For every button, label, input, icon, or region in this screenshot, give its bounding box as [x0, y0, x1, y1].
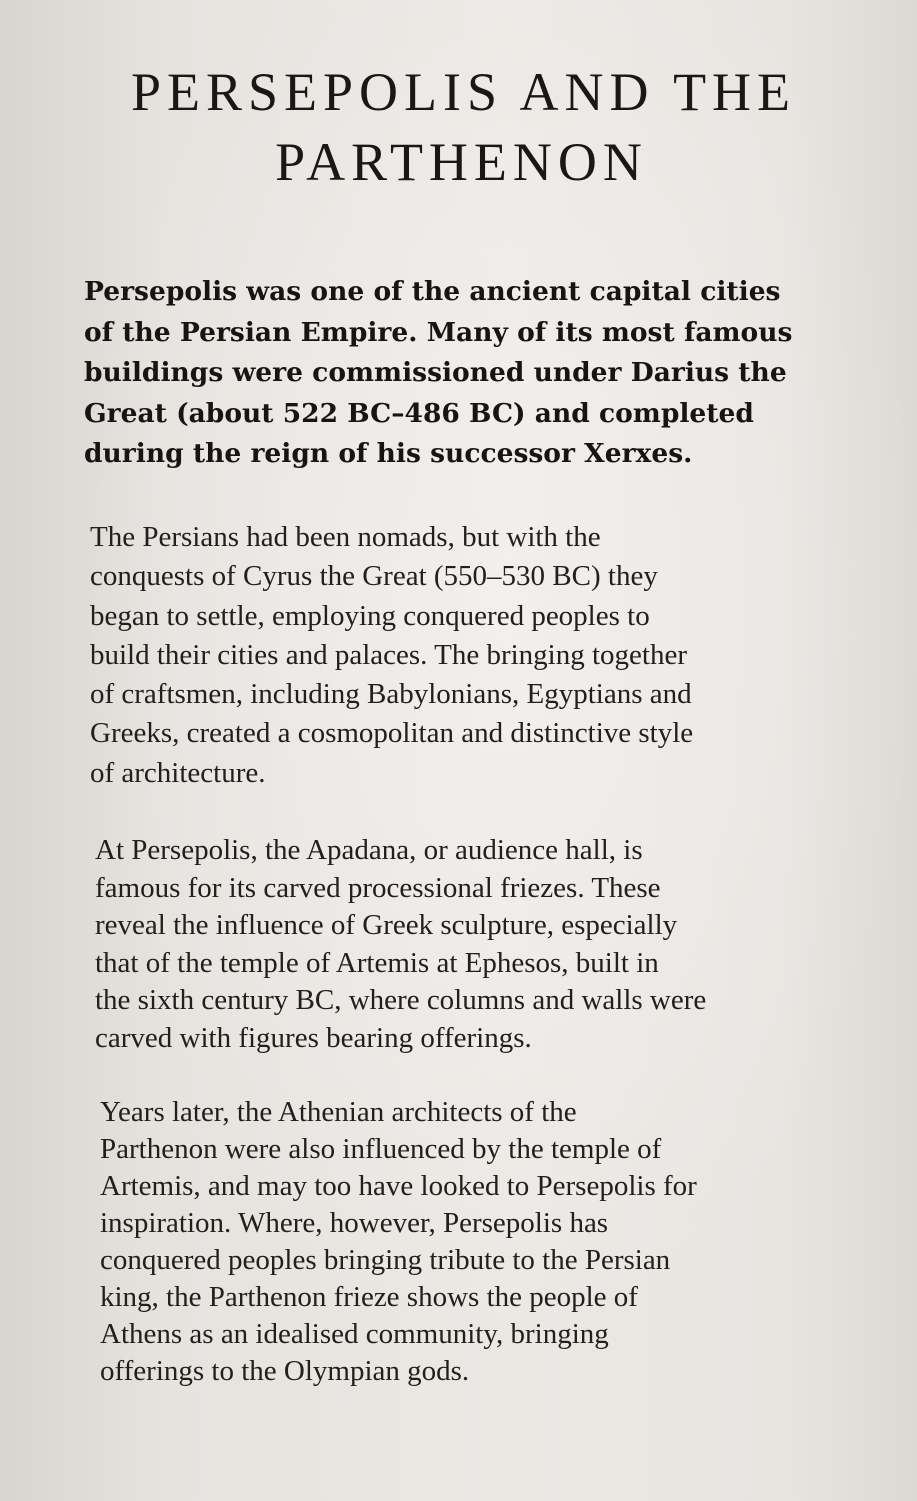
text-line: Years later, the Athenian architects of the — [100, 1096, 577, 1128]
text-line: Athens as an idealised community, bringing — [100, 1318, 609, 1350]
body-paragraph-persians — [90, 518, 693, 793]
text-line: of craftsmen, including Babylonians, Egyptians and — [90, 678, 692, 711]
text-line: the sixth century BC, where columns and walls were — [95, 984, 707, 1016]
text-line: that of the temple of Artemis at Ephesos, built in — [95, 946, 659, 979]
text-line: reveal the influence of Greek sculpture, especially — [95, 909, 678, 941]
text-line: conquests of Cyrus the Great (550–530 BC) they — [90, 560, 658, 593]
text-line: The Persians had been nomads, but with the — [90, 521, 601, 553]
text-line: during the reign of his successor Xerxes. — [84, 438, 693, 469]
text-line: offerings to the Olympian gods. — [100, 1355, 470, 1387]
text-line: Artemis, and may too have looked to Persepolis for — [100, 1170, 697, 1202]
text-line: Great (about 522 BC–486 BC) and completed — [84, 397, 754, 429]
text-line: carved with figures bearing offerings. — [95, 1021, 532, 1054]
text-line: of the Persian Empire. Many of its most famous — [84, 316, 793, 348]
text-line: buildings were commissioned under Darius the — [84, 357, 787, 388]
text-line: of architecture. — [90, 756, 266, 789]
text-line: inspiration. Where, however, Persepolis has — [100, 1207, 609, 1239]
intro-paragraph — [84, 272, 792, 475]
text-line: Persepolis was one of the ancient capital cities — [84, 276, 781, 307]
title-line-1: PERSEPOLIS AND THE — [130, 62, 797, 122]
text-line: build their cities and palaces. The bringing together — [90, 638, 688, 671]
text-line: conquered peoples bringing tribute to the Persian — [100, 1244, 671, 1276]
text-line: Parthenon were also influenced by the temple of — [100, 1133, 662, 1165]
title-line-2: PARTHENON — [275, 132, 648, 192]
text-line: At Persepolis, the Apadana, or audience hall, is — [95, 834, 643, 866]
text-line: began to settle, employing conquered peoples to — [90, 599, 650, 632]
body-paragraph-apadana — [95, 832, 706, 1057]
body-paragraph-parthenon — [100, 1094, 697, 1390]
text-line: famous for its carved processional friezes. These — [95, 871, 661, 904]
text-line: Greeks, created a cosmopolitan and distinctive style — [90, 717, 694, 750]
text-line: king, the Parthenon frieze shows the people of — [100, 1281, 638, 1313]
